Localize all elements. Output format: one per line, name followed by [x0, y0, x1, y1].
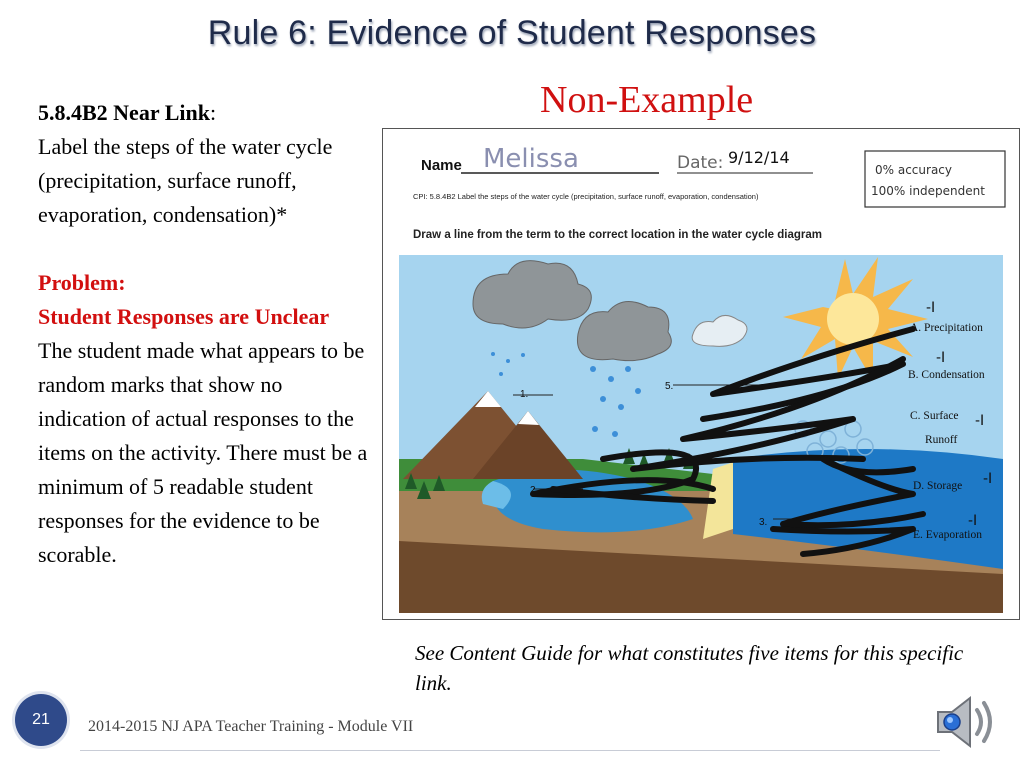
name-label: Name	[421, 157, 462, 174]
term-a-label: A. Precipitation	[910, 322, 983, 334]
term-a-mark: -I	[926, 300, 936, 316]
water-cycle-diagram	[399, 255, 1003, 613]
link-paragraph	[38, 96, 368, 130]
score-line-1: 0% accuracy	[875, 163, 952, 177]
student-name: Melissa	[483, 144, 579, 174]
footer-divider	[80, 750, 940, 751]
footer-text: 2014-2015 NJ APA Teacher Training - Module VII	[88, 718, 414, 735]
content-guide-caption: See Content Guide for what constitutes five items for this specific link.	[415, 641, 964, 695]
term-d-mark: -I	[983, 471, 993, 487]
score-line-2: 100% independent	[871, 184, 985, 198]
date-value: 9/12/14	[728, 148, 790, 167]
water-cycle-worksheet	[383, 129, 1019, 619]
link-description: Label the steps of the water cycle (precipitation, surface runoff, evaporation, condensation)*	[38, 134, 333, 227]
number-2: 2.	[530, 485, 539, 496]
page-number-badge	[15, 694, 67, 746]
term-c-mark: -I	[975, 413, 985, 429]
term-b-mark: -I	[936, 350, 946, 366]
number-3: 3.	[759, 517, 768, 528]
instruction-text: Draw a line from the term to the correct location in the water cycle diagram	[413, 229, 822, 241]
link-code: 5.8.4B2 Near Link	[38, 100, 210, 125]
student-worksheet-image	[382, 128, 1020, 620]
speaker-icon[interactable]	[930, 690, 998, 754]
date-label: Date:	[677, 153, 724, 173]
problem-body: The student made what appears to be random marks that show no indication of actual responses to the items on the activity. There must be a minimum of 5 readable student responses for the evidence to be scorable.	[38, 338, 368, 567]
number-1: 1.	[520, 389, 529, 400]
term-c-label: C. Surface	[910, 410, 959, 422]
slide-title: Rule 6: Evidence of Student Responses	[207, 14, 817, 52]
term-b-label: B. Condensation	[908, 369, 985, 381]
cpi-line: CPI: 5.8.4B2 Label the steps of the water cycle (precipitation, surface runoff, evaporation, condensation)	[413, 192, 759, 201]
left-text-column	[38, 96, 368, 572]
problem-label: Problem:	[38, 270, 126, 295]
spacer	[38, 232, 368, 266]
link-colon: :	[209, 100, 217, 125]
score-box	[865, 151, 1005, 207]
number-5: 5.	[665, 381, 674, 392]
term-c-label-line2: Runoff	[925, 434, 958, 446]
problem-title: Student Responses are Unclear	[38, 304, 330, 329]
page-number: 21	[32, 711, 50, 728]
term-e-mark: -I	[968, 513, 978, 529]
term-d-label: D. Storage	[913, 480, 963, 492]
non-example-heading: Non-Example	[540, 79, 754, 121]
term-e-label: E. Evaporation	[913, 529, 982, 541]
